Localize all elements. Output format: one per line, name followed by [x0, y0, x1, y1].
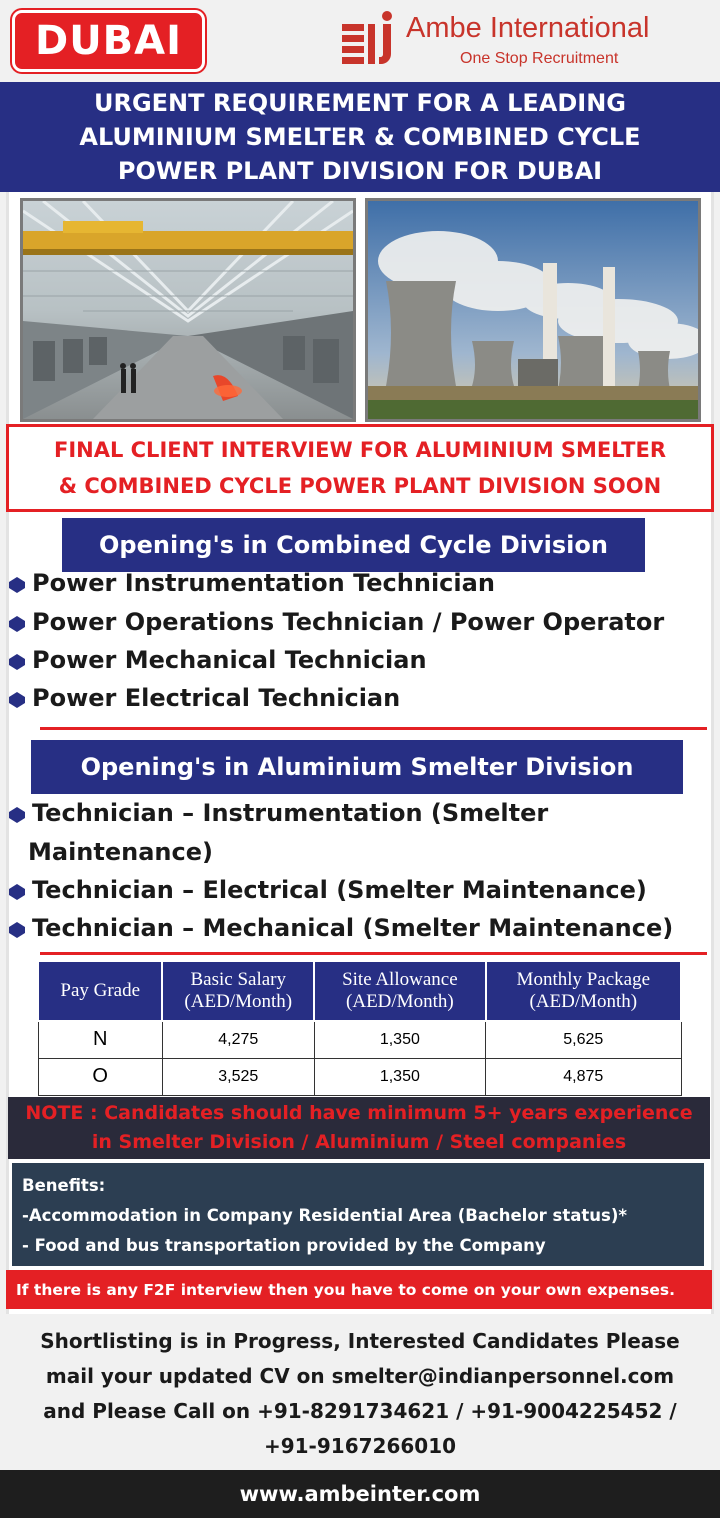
- basic-salary-cell: 4,275: [162, 1021, 314, 1058]
- job-title: Maintenance): [28, 838, 213, 866]
- job-item: [8, 569, 495, 597]
- column-header-site-allowance: Site Allowance (AED/Month): [314, 961, 486, 1021]
- pay-grade-cell: O: [38, 1058, 162, 1095]
- hexagon-bullet-icon: [8, 576, 26, 594]
- interview-line: & COMBINED CYCLE POWER PLANT DIVISION SOON: [58, 474, 662, 498]
- site-allowance-cell: 1,350: [314, 1021, 486, 1058]
- brand-tagline: One Stop Recruitment: [460, 50, 619, 67]
- hexagon-bullet-icon: [8, 615, 26, 633]
- benefit-item: -Accommodation in Company Residential Area (Bachelor status)*: [22, 1206, 628, 1225]
- job-item: [8, 799, 548, 827]
- job-item: [8, 876, 647, 904]
- job-item: [8, 646, 427, 674]
- contact-line: and Please Call on +91-8291734621 / +91-9004225452 /: [43, 1399, 677, 1423]
- section-divider: [40, 952, 707, 955]
- job-title: Technician – Mechanical (Smelter Maintenance): [32, 914, 674, 942]
- pay-grade-cell: N: [38, 1021, 162, 1058]
- site-allowance-cell: 1,350: [314, 1058, 486, 1095]
- job-item: [8, 608, 664, 636]
- benefits-title: Benefits:: [22, 1176, 106, 1195]
- table-row: [38, 1058, 681, 1095]
- headline-banner: [0, 82, 720, 192]
- salary-table: [37, 960, 682, 1096]
- benefits-panel: [12, 1163, 704, 1266]
- footer-website: [0, 1470, 720, 1518]
- job-title: Power Mechanical Technician: [32, 646, 427, 674]
- headline-line: ALUMINIUM SMELTER & COMBINED CYCLE: [79, 123, 641, 151]
- website-link[interactable]: www.ambeinter.com: [239, 1482, 481, 1506]
- ambe-logo-icon: [340, 10, 398, 68]
- combined-cycle-heading: Opening's in Combined Cycle Division: [62, 518, 645, 572]
- basic-salary-cell: 3,525: [162, 1058, 314, 1095]
- hexagon-bullet-icon: [8, 921, 26, 939]
- hexagon-bullet-icon: [8, 806, 26, 824]
- final-interview-notice: [6, 424, 714, 512]
- contact-instructions: [0, 1324, 720, 1464]
- job-title: Technician – Instrumentation (Smelter: [32, 799, 549, 827]
- monthly-package-cell: 5,625: [486, 1021, 681, 1058]
- contact-line: Shortlisting is in Progress, Interested Candidates Please: [40, 1329, 680, 1353]
- contact-line: +91-9167266010: [263, 1434, 457, 1458]
- section-divider: [40, 727, 707, 730]
- job-item: [8, 684, 400, 712]
- smelter-heading: Opening's in Aluminium Smelter Division: [31, 740, 683, 794]
- brand-name: Ambe International: [406, 12, 650, 44]
- power-plant-photo: [365, 198, 701, 422]
- experience-note: [8, 1097, 710, 1159]
- column-header-monthly-package: Monthly Package (AED/Month): [486, 961, 681, 1021]
- table-header-row: [38, 961, 681, 1021]
- headline-line: POWER PLANT DIVISION FOR DUBAI: [117, 157, 603, 185]
- job-title: Power Electrical Technician: [32, 684, 401, 712]
- column-header-basic-salary: Basic Salary (AED/Month): [162, 961, 314, 1021]
- note-line: in Smelter Division / Aluminium / Steel companies: [91, 1131, 627, 1153]
- hexagon-bullet-icon: [8, 691, 26, 709]
- headline-line: URGENT REQUIREMENT FOR A LEADING: [93, 89, 626, 117]
- benefit-item: - Food and bus transportation provided by the Company: [22, 1236, 546, 1255]
- job-item-continuation: [28, 838, 213, 866]
- column-header-pay-grade: Pay Grade: [38, 961, 162, 1021]
- hexagon-bullet-icon: [8, 653, 26, 671]
- note-line: NOTE : Candidates should have minimum 5+ years experience: [25, 1102, 693, 1124]
- location-badge: DUBAI: [12, 10, 205, 72]
- interview-line: FINAL CLIENT INTERVIEW FOR ALUMINIUM SMELTER: [53, 438, 667, 462]
- table-row: [38, 1021, 681, 1058]
- job-title: Technician – Electrical (Smelter Maintenance): [32, 876, 647, 904]
- job-title: Power Operations Technician / Power Operator: [32, 608, 665, 636]
- f2f-notice: If there is any F2F interview then you have to come on your own expenses.: [6, 1270, 712, 1309]
- hexagon-bullet-icon: [8, 883, 26, 901]
- job-item: [8, 914, 673, 942]
- job-title: Power Instrumentation Technician: [32, 569, 495, 597]
- contact-line: mail your updated CV on smelter@indianpersonnel.com: [45, 1364, 675, 1388]
- smelter-photo: [20, 198, 356, 422]
- monthly-package-cell: 4,875: [486, 1058, 681, 1095]
